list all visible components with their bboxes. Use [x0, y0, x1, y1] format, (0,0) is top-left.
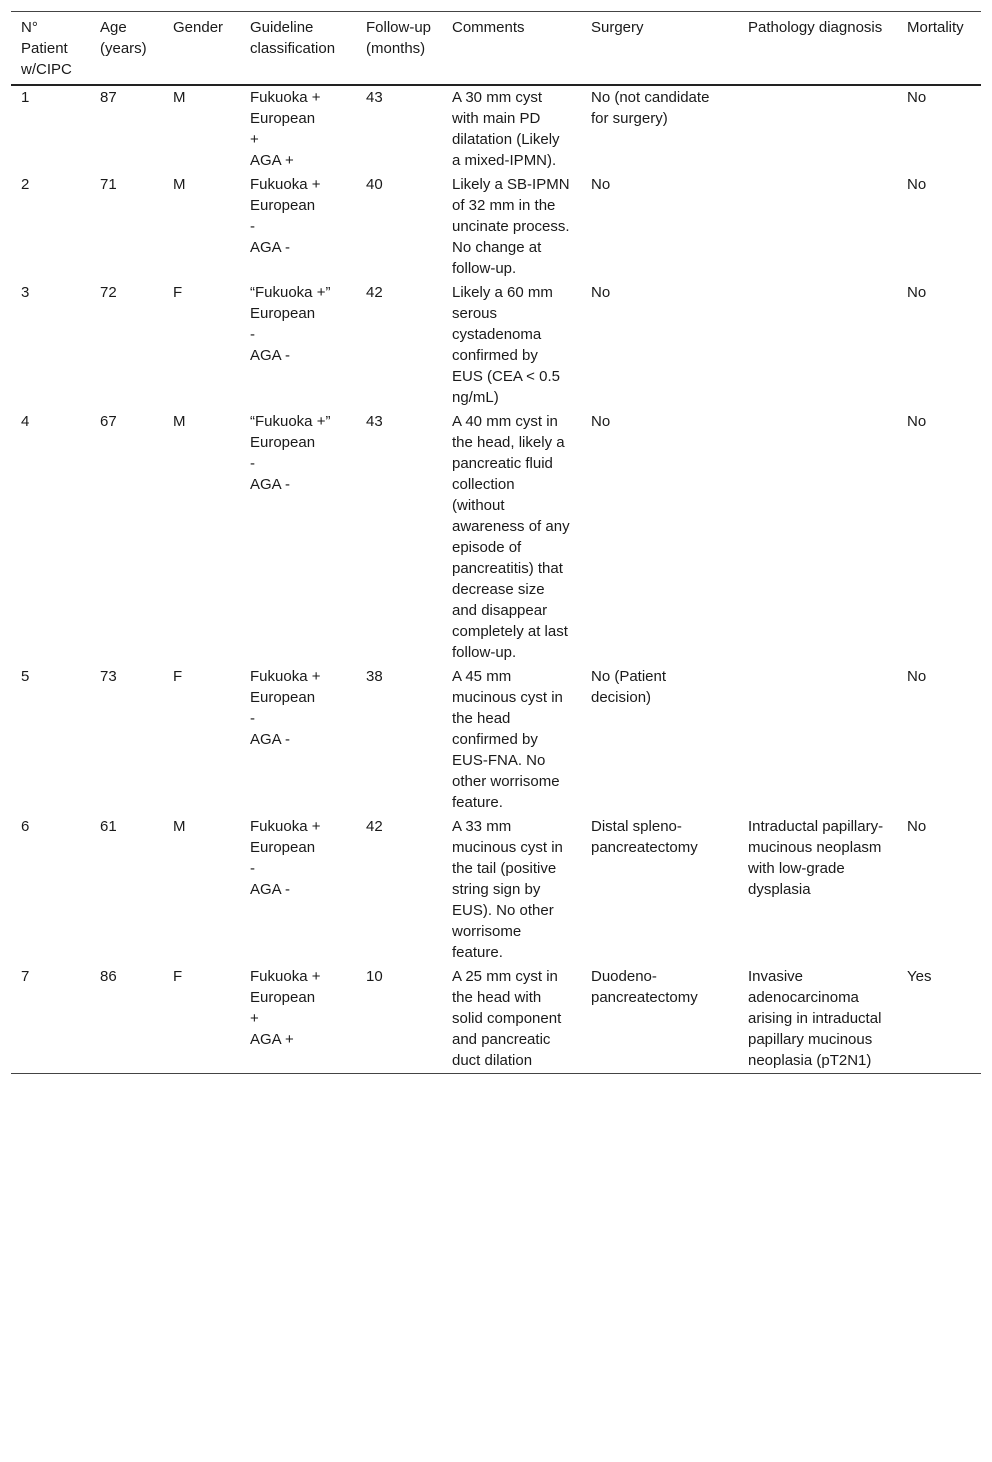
cell-age: 71 [100, 176, 117, 193]
cell-patient-number: 3 [21, 284, 30, 301]
header-comments: Comments [452, 19, 525, 36]
cell-guideline: Fukuoka + European - AGA - [250, 176, 321, 256]
cell-mortality: Yes [907, 968, 932, 985]
cell-surgery: Distal spleno-pancreatectomy [591, 818, 698, 856]
cell-mortality: No [907, 668, 927, 685]
cell-age: 73 [100, 668, 117, 685]
cell-follow-up: 38 [366, 668, 383, 685]
cell-comments: Likely a SB-IPMN of 32 mm in the uncinate process. No change at follow-up. [452, 176, 574, 277]
cell-surgery: Duodeno-pancreatectomy [591, 968, 698, 1006]
cell-age: 87 [100, 89, 117, 106]
cell-surgery: No [591, 176, 611, 193]
cell-guideline: Fukuoka + European - AGA - [250, 668, 321, 748]
cell-patient-number: 2 [21, 176, 30, 193]
cell-mortality: No [907, 413, 927, 430]
cell-age: 67 [100, 413, 117, 430]
cell-mortality: No [907, 89, 927, 106]
patient-table-container [11, 11, 981, 1074]
cell-pathology [738, 281, 897, 410]
cell-pathology: Intraductal papillary-mucinous neoplasm with low-grade dysplasia [748, 818, 886, 898]
header-follow-up: Follow-up (months) [366, 19, 436, 57]
cell-patient-number: 7 [21, 968, 30, 985]
cell-age: 86 [100, 968, 117, 985]
cell-patient-number: 1 [21, 89, 30, 106]
table-row [11, 281, 981, 410]
cell-pathology [738, 410, 897, 665]
header-patient-number: N° Patient w/CIPC [21, 19, 72, 78]
cell-follow-up: 10 [366, 968, 383, 985]
cell-pathology [738, 85, 897, 173]
cell-gender: F [173, 968, 183, 985]
cell-comments: A 30 mm cyst with main PD dilatation (Likely a mixed-IPMN). [452, 89, 564, 169]
cell-gender: F [173, 284, 183, 301]
cell-follow-up: 40 [366, 176, 383, 193]
cell-mortality: No [907, 818, 927, 835]
cell-age: 72 [100, 284, 117, 301]
cell-comments: A 45 mm mucinous cyst in the head confirmed by EUS-FNA. No other worrisome feature. [452, 668, 568, 811]
patient-table [11, 12, 981, 1073]
cell-guideline: “Fukuoka +” European - AGA - [250, 284, 331, 364]
cell-follow-up: 43 [366, 89, 383, 106]
header-surgery: Surgery [591, 19, 644, 36]
cell-follow-up: 42 [366, 284, 383, 301]
table-row [11, 173, 981, 281]
header-pathology-diagnosis: Pathology diagnosis [748, 19, 883, 36]
header-guideline-classification: Guideline classification [250, 19, 336, 57]
table-row [11, 410, 981, 665]
cell-patient-number: 6 [21, 818, 30, 835]
cell-surgery: No (not candidate for surgery) [591, 89, 714, 127]
cell-comments: Likely a 60 mm serous cystadenoma confirmed by EUS (CEA < 0.5 ng/mL) [452, 284, 565, 406]
header-gender: Gender [173, 19, 224, 36]
header-age: Age (years) [100, 19, 147, 57]
cell-pathology [738, 173, 897, 281]
cell-patient-number: 4 [21, 413, 30, 430]
header-mortality: Mortality [907, 19, 964, 36]
table-row [11, 965, 981, 1073]
cell-gender: M [173, 89, 186, 106]
table-header-row [11, 12, 981, 85]
cell-follow-up: 42 [366, 818, 383, 835]
table-row [11, 85, 981, 173]
cell-gender: M [173, 413, 186, 430]
cell-guideline: Fukuoka + European + AGA + [250, 89, 321, 169]
cell-patient-number: 5 [21, 668, 30, 685]
cell-gender: F [173, 668, 183, 685]
table-row [11, 665, 981, 815]
cell-pathology [738, 665, 897, 815]
cell-guideline: Fukuoka + European - AGA - [250, 818, 321, 898]
cell-comments: A 33 mm mucinous cyst in the tail (positive string sign by EUS). No other worrisome feature. [452, 818, 568, 961]
cell-surgery: No [591, 284, 611, 301]
cell-gender: M [173, 818, 186, 835]
cell-gender: M [173, 176, 186, 193]
cell-comments: A 25 mm cyst in the head with solid component and pancreatic duct dilation [452, 968, 566, 1069]
table-row [11, 815, 981, 965]
cell-guideline: Fukuoka + European + AGA + [250, 968, 321, 1048]
cell-mortality: No [907, 284, 927, 301]
cell-mortality: No [907, 176, 927, 193]
cell-comments: A 40 mm cyst in the head, likely a pancreatic fluid collection (without awareness of any episode of pancreatitis) that decrease size and disappear completely at last follow-up. [452, 413, 574, 661]
cell-surgery: No [591, 413, 611, 430]
cell-follow-up: 43 [366, 413, 383, 430]
cell-surgery: No (Patient decision) [591, 668, 671, 706]
cell-age: 61 [100, 818, 117, 835]
cell-guideline: “Fukuoka +” European - AGA - [250, 413, 331, 493]
cell-pathology: Invasive adenocarcinoma arising in intraductal papillary mucinous neoplasia (pT2N1) [748, 968, 886, 1069]
